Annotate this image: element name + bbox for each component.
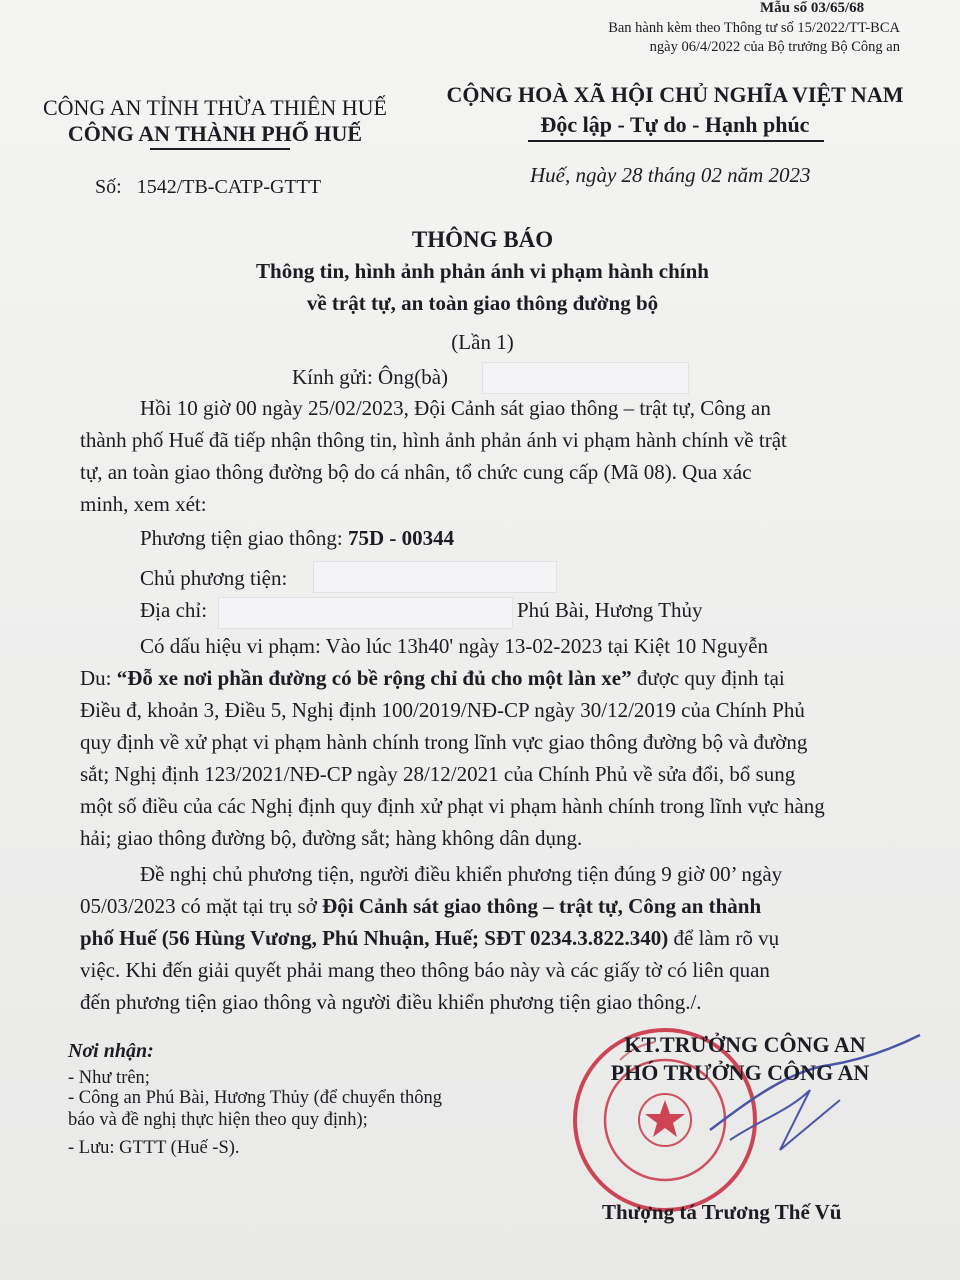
recipients-item-2-cont: báo và đề nghị thực hiện theo quy định); [68, 1110, 368, 1130]
paragraph-1-line-2: thành phố Huế đã tiếp nhận thông tin, hình ảnh phản ánh vi phạm hành chính về trật [80, 428, 787, 452]
vehicle-label: Phương tiện giao thông: [140, 526, 343, 550]
redacted-owner-name [313, 561, 557, 593]
recipients-item-1: - Như trên; [68, 1068, 150, 1088]
violation-line-3: Điều đ, khoản 3, Điều 5, Nghị định 100/2019/NĐ-CP ngày 30/12/2019 của Chính Phủ [80, 698, 805, 722]
request-line-3 [80, 926, 779, 951]
license-plate: 75D - 00344 [347, 526, 455, 550]
form-reference-line-2: ngày 06/4/2022 của Bộ trưởng Bộ Công an [649, 39, 900, 55]
document-title: THÔNG BÁO [411, 227, 554, 252]
request-line-2 [80, 894, 761, 919]
violation-line-2-prefix: Du: [80, 666, 112, 690]
agency-underline [150, 148, 290, 150]
address-label: Địa chỉ: [140, 598, 208, 622]
motto-underline [528, 140, 824, 142]
document-round: (Lần 1) [451, 330, 514, 354]
form-number: Mẫu số 03/65/68 [760, 0, 865, 16]
redacted-recipient-name [482, 362, 689, 394]
signer-name: Thượng tá Trương Thế Vũ [602, 1200, 842, 1224]
signature-title-1: KT.TRƯỞNG CÔNG AN [624, 1032, 866, 1057]
document-subtitle-1: Thông tin, hình ảnh phản ánh vi phạm hành chính [256, 259, 709, 283]
violation-line-2-suffix: được quy định tại [636, 666, 785, 690]
request-line-4: việc. Khi đến giải quyết phải mang theo thông báo này và các giấy tờ có liên quan [80, 958, 770, 982]
request-line-1: Đề nghị chủ phương tiện, người điều khiển phương tiện đúng 9 giờ 00’ ngày [140, 862, 783, 886]
violation-quote: “Đỗ xe nơi phần đường có bề rộng chỉ đủ cho một làn xe” [116, 666, 632, 690]
request-line-2-bold: Đội Cảnh sát giao thông – trật tự, Công an thành [322, 894, 762, 918]
recipient-label: Kính gửi: Ông(bà) [292, 365, 449, 389]
paragraph-1-line-1: Hồi 10 giờ 00 ngày 25/02/2023, Đội Cảnh sát giao thông – trật tự, Công an [140, 396, 771, 420]
document-subtitle-2: về trật tự, an toàn giao thông đường bộ [306, 291, 659, 315]
recipients-heading: Nơi nhận: [68, 1040, 154, 1062]
document-number-value: 1542/TB-CATP-GTTT [136, 176, 322, 198]
paragraph-1-line-3: tự, an toàn giao thông đường bộ do cá nhân, tổ chức cung cấp (Mã 08). Qua xác [80, 460, 752, 484]
paragraph-1-line-4: minh, xem xét: [80, 492, 207, 516]
violation-line-5: sắt; Nghị định 123/2021/NĐ-CP ngày 28/12/2021 của Chính Phủ về sửa đổi, bổ sung [80, 762, 796, 786]
vehicle-row [140, 526, 454, 551]
document-date: Huế, ngày 28 tháng 02 năm 2023 [530, 163, 811, 187]
request-line-3-suffix: để làm rõ vụ [673, 926, 780, 950]
document-number [95, 176, 321, 199]
form-reference-line-1: Ban hành kèm theo Thông tư số 15/2022/TT-BCA [608, 20, 900, 36]
violation-line-6: một số điều của các Nghị định quy định xử phạt vi phạm hành chính trong lĩnh vực hàng [80, 794, 825, 818]
document-number-label: Số: [95, 176, 122, 198]
violation-line-4: quy định về xử phạt vi phạm hành chính trong lĩnh vực giao thông đường bộ và đường [80, 730, 808, 754]
agency-parent: CÔNG AN TỈNH THỪA THIÊN HUẾ [42, 95, 387, 120]
request-line-5: đến phương tiện giao thông và người điều khiển phương tiện giao thông./. [80, 990, 702, 1014]
owner-label: Chủ phương tiện: [140, 566, 288, 590]
violation-line-2 [80, 666, 785, 691]
request-line-3-bold: phố Huế (56 Hùng Vương, Phú Nhuận, Huế; SĐT 0234.3.822.340) [80, 926, 669, 950]
country-name: CỘNG HOÀ XÃ HỘI CHỦ NGHĨA VIỆT NAM [446, 82, 904, 107]
recipients-item-3: - Lưu: GTTT (Huế -S). [68, 1138, 240, 1158]
violation-line-7: hải; giao thông đường bộ, đường sắt; hàng không dân dụng. [80, 826, 583, 850]
recipients-item-2: - Công an Phú Bài, Hương Thủy (để chuyển thông [68, 1088, 443, 1108]
violation-line-1: Có dấu hiệu vi phạm: Vào lúc 13h40' ngày 13-02-2023 tại Kiệt 10 Nguyễn [140, 634, 769, 658]
signature-title-2: PHÓ TRƯỞNG CÔNG AN [610, 1060, 870, 1085]
redacted-address [218, 597, 513, 629]
agency-name: CÔNG AN THÀNH PHỐ HUẾ [67, 121, 363, 146]
motto: Độc lập - Tự do - Hạnh phúc [540, 112, 810, 137]
address-visible: Phú Bài, Hương Thủy [517, 598, 703, 622]
request-line-2-prefix: 05/03/2023 có mặt tại trụ sở [80, 894, 317, 918]
